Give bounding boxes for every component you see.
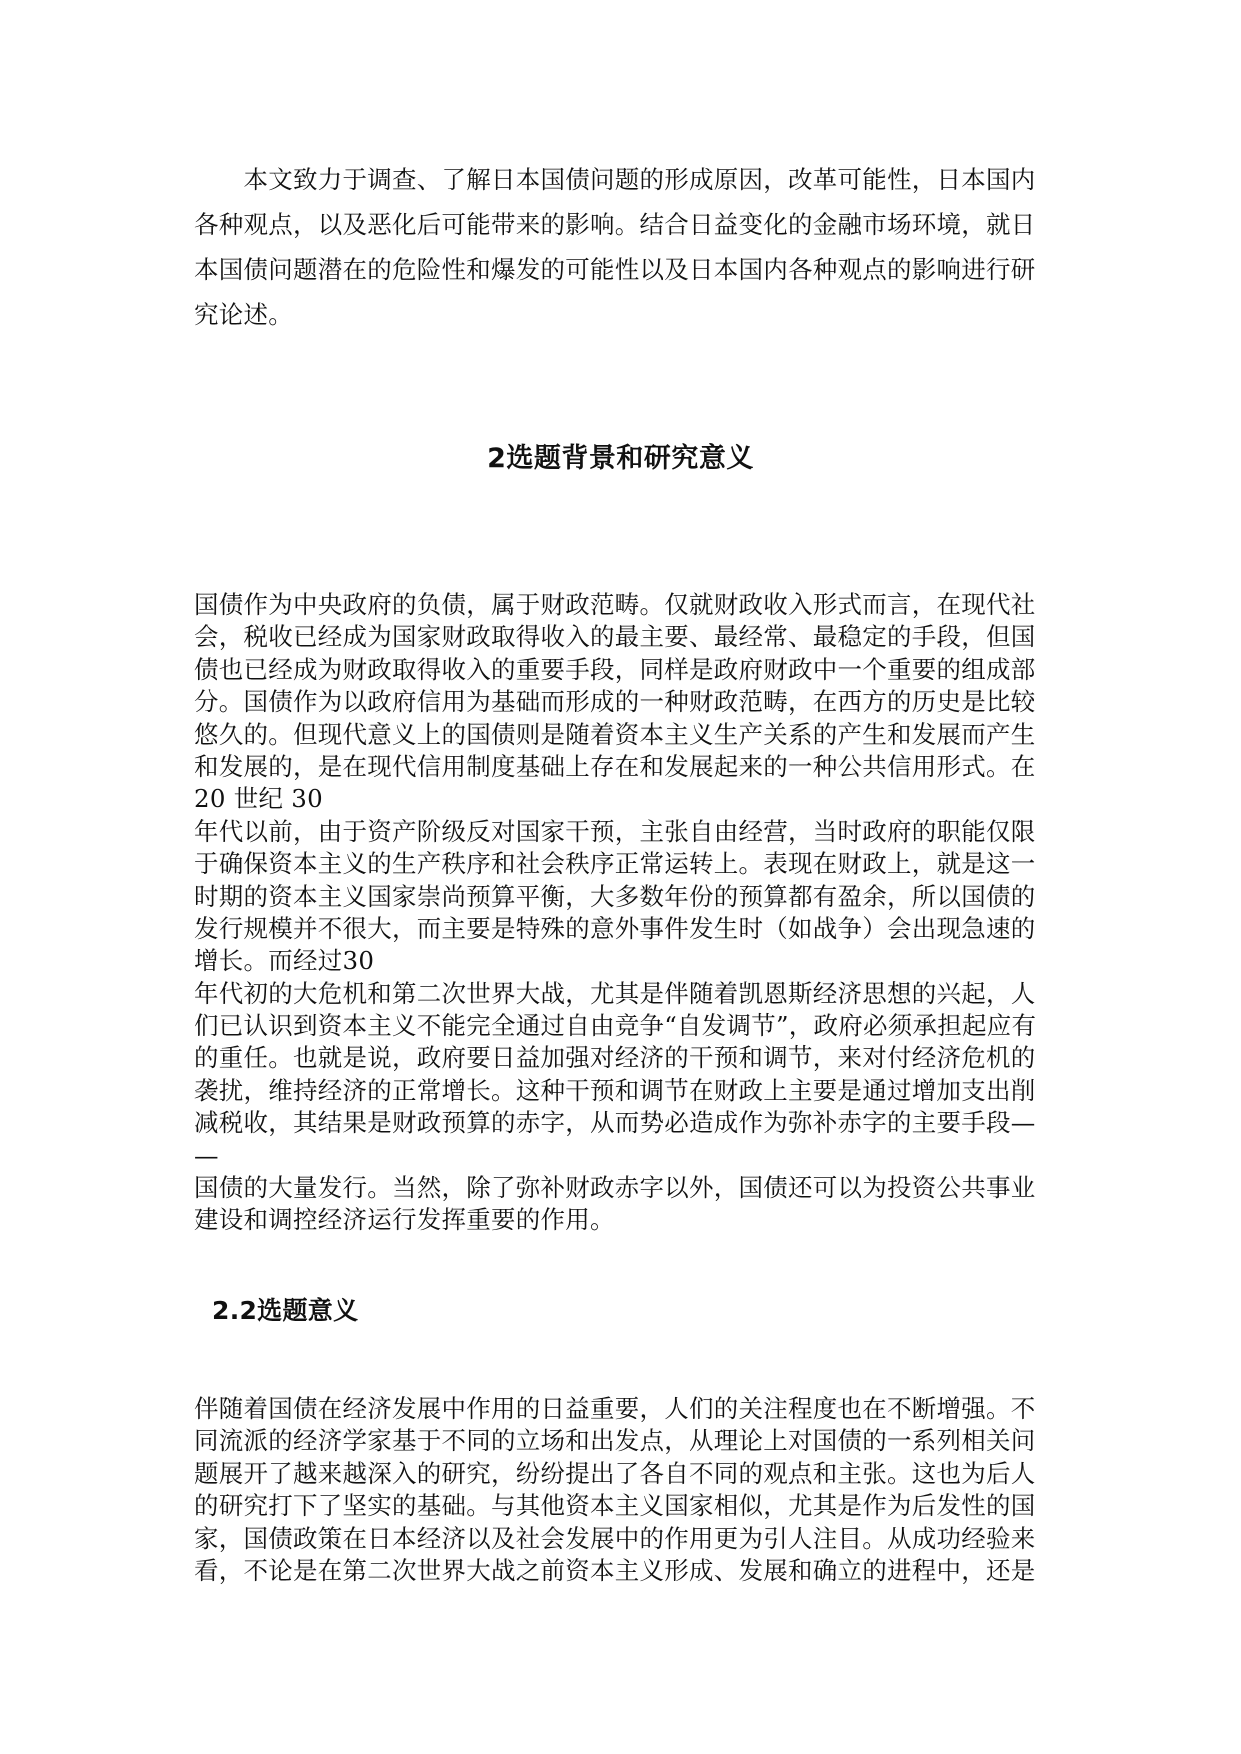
text-line: 本国债问题潜在的危险性和爆发的可能性以及日本国内各种观点的影响进行研 <box>194 255 1036 284</box>
text-line: 时期的资本主义国家崇尚预算平衡，大多数年份的预算都有盈余，所以国债的 <box>194 881 1036 911</box>
text-line: 和发展的，是在现代信用制度基础上存在和发展起来的一种公共信用形式。在 <box>194 751 1036 781</box>
text-line: 减税收，其结果是财政预算的赤字，从而势必造成作为弥补赤字的主要手段— <box>194 1108 1036 1138</box>
text-line: 的重任。也就是说，政府要日益加强对经济的干预和调节，来对付经济危机的 <box>194 1043 1036 1073</box>
text-line: 国债作为中央政府的负债，属于财政范畴。仅就财政收入形式而言，在现代社 <box>194 590 1036 619</box>
text-line: 究论述。 <box>194 300 293 329</box>
text-line: 年代以前，由于资产阶级反对国家干预，主张自由经营，当时政府的职能仅限 <box>194 816 1036 846</box>
text-line: 看，不论是在第二次世界大战之前资本主义形成、发展和确立的进程中，还是 <box>194 1555 1036 1585</box>
text-line: 伴随着国债在经济发展中作用的日益重要，人们的关注程度也在不断增强。不 <box>194 1394 1036 1423</box>
text-line: 家，国债政策在日本经济以及社会发展中的作用更为引人注目。从成功经验来 <box>194 1523 1036 1553</box>
text-line: 分。国债作为以政府信用为基础而形成的一种财政范畴，在西方的历史是比较 <box>194 687 1036 717</box>
text-line: 本文致力于调查、了解日本国债问题的形成原因，改革可能性，日本国内 <box>194 165 1036 194</box>
text-line: 债也已经成为财政取得收入的重要手段，同样是政府财政中一个重要的组成部 <box>194 654 1036 684</box>
background-paragraph <box>194 589 1054 1237</box>
text-line: 增长。而经过30 <box>194 946 375 976</box>
subsection-heading: 2.2选题意义 <box>212 1296 359 1325</box>
text-line: 国债的大量发行。当然，除了弥补财政赤字以外，国债还可以为投资公共事业 <box>194 1173 1036 1203</box>
section-heading: 2选题背景和研究意义 <box>487 443 754 474</box>
text-line: 各种观点，以及恶化后可能带来的影响。结合日益变化的金融市场环境，就日 <box>194 210 1036 239</box>
text-line: 们已认识到资本主义不能完全通过自由竞争“自发调节”，政府必须承担起应有 <box>194 1011 1037 1041</box>
text-line: 会，税收已经成为国家财政取得收入的最主要、最经常、最稳定的手段，但国 <box>194 622 1036 652</box>
text-line: 年代初的大危机和第二次世界大战，尤其是伴随着凯恩斯经济思想的兴起，人 <box>194 978 1036 1008</box>
text-line: 题展开了越来越深入的研究，纷纷提出了各自不同的观点和主张。这也为后人 <box>194 1458 1036 1488</box>
text-line: — <box>194 1140 219 1170</box>
text-line: 悠久的。但现代意义上的国债则是随着资本主义生产关系的产生和发展而产生 <box>194 719 1036 749</box>
text-line: 袭扰，维持经济的正常增长。这种干预和调节在财政上主要是通过增加支出削 <box>194 1075 1036 1105</box>
intro-paragraph <box>194 157 1054 337</box>
text-line: 发行规模并不很大，而主要是特殊的意外事件发生时（如战争）会出现急速的 <box>194 913 1036 943</box>
significance-paragraph <box>194 1393 1054 1587</box>
text-line: 同流派的经济学家基于不同的立场和出发点，从理论上对国债的一系列相关问 <box>194 1426 1036 1456</box>
text-line: 于确保资本主义的生产秩序和社会秩序正常运转上。表现在财政上，就是这一 <box>194 849 1036 879</box>
text-line: 建设和调控经济运行发挥重要的作用。 <box>194 1205 615 1235</box>
text-line: 20 世纪 30 <box>194 784 323 814</box>
text-line: 的研究打下了坚实的基础。与其他资本主义国家相似，尤其是作为后发性的国 <box>194 1491 1036 1521</box>
